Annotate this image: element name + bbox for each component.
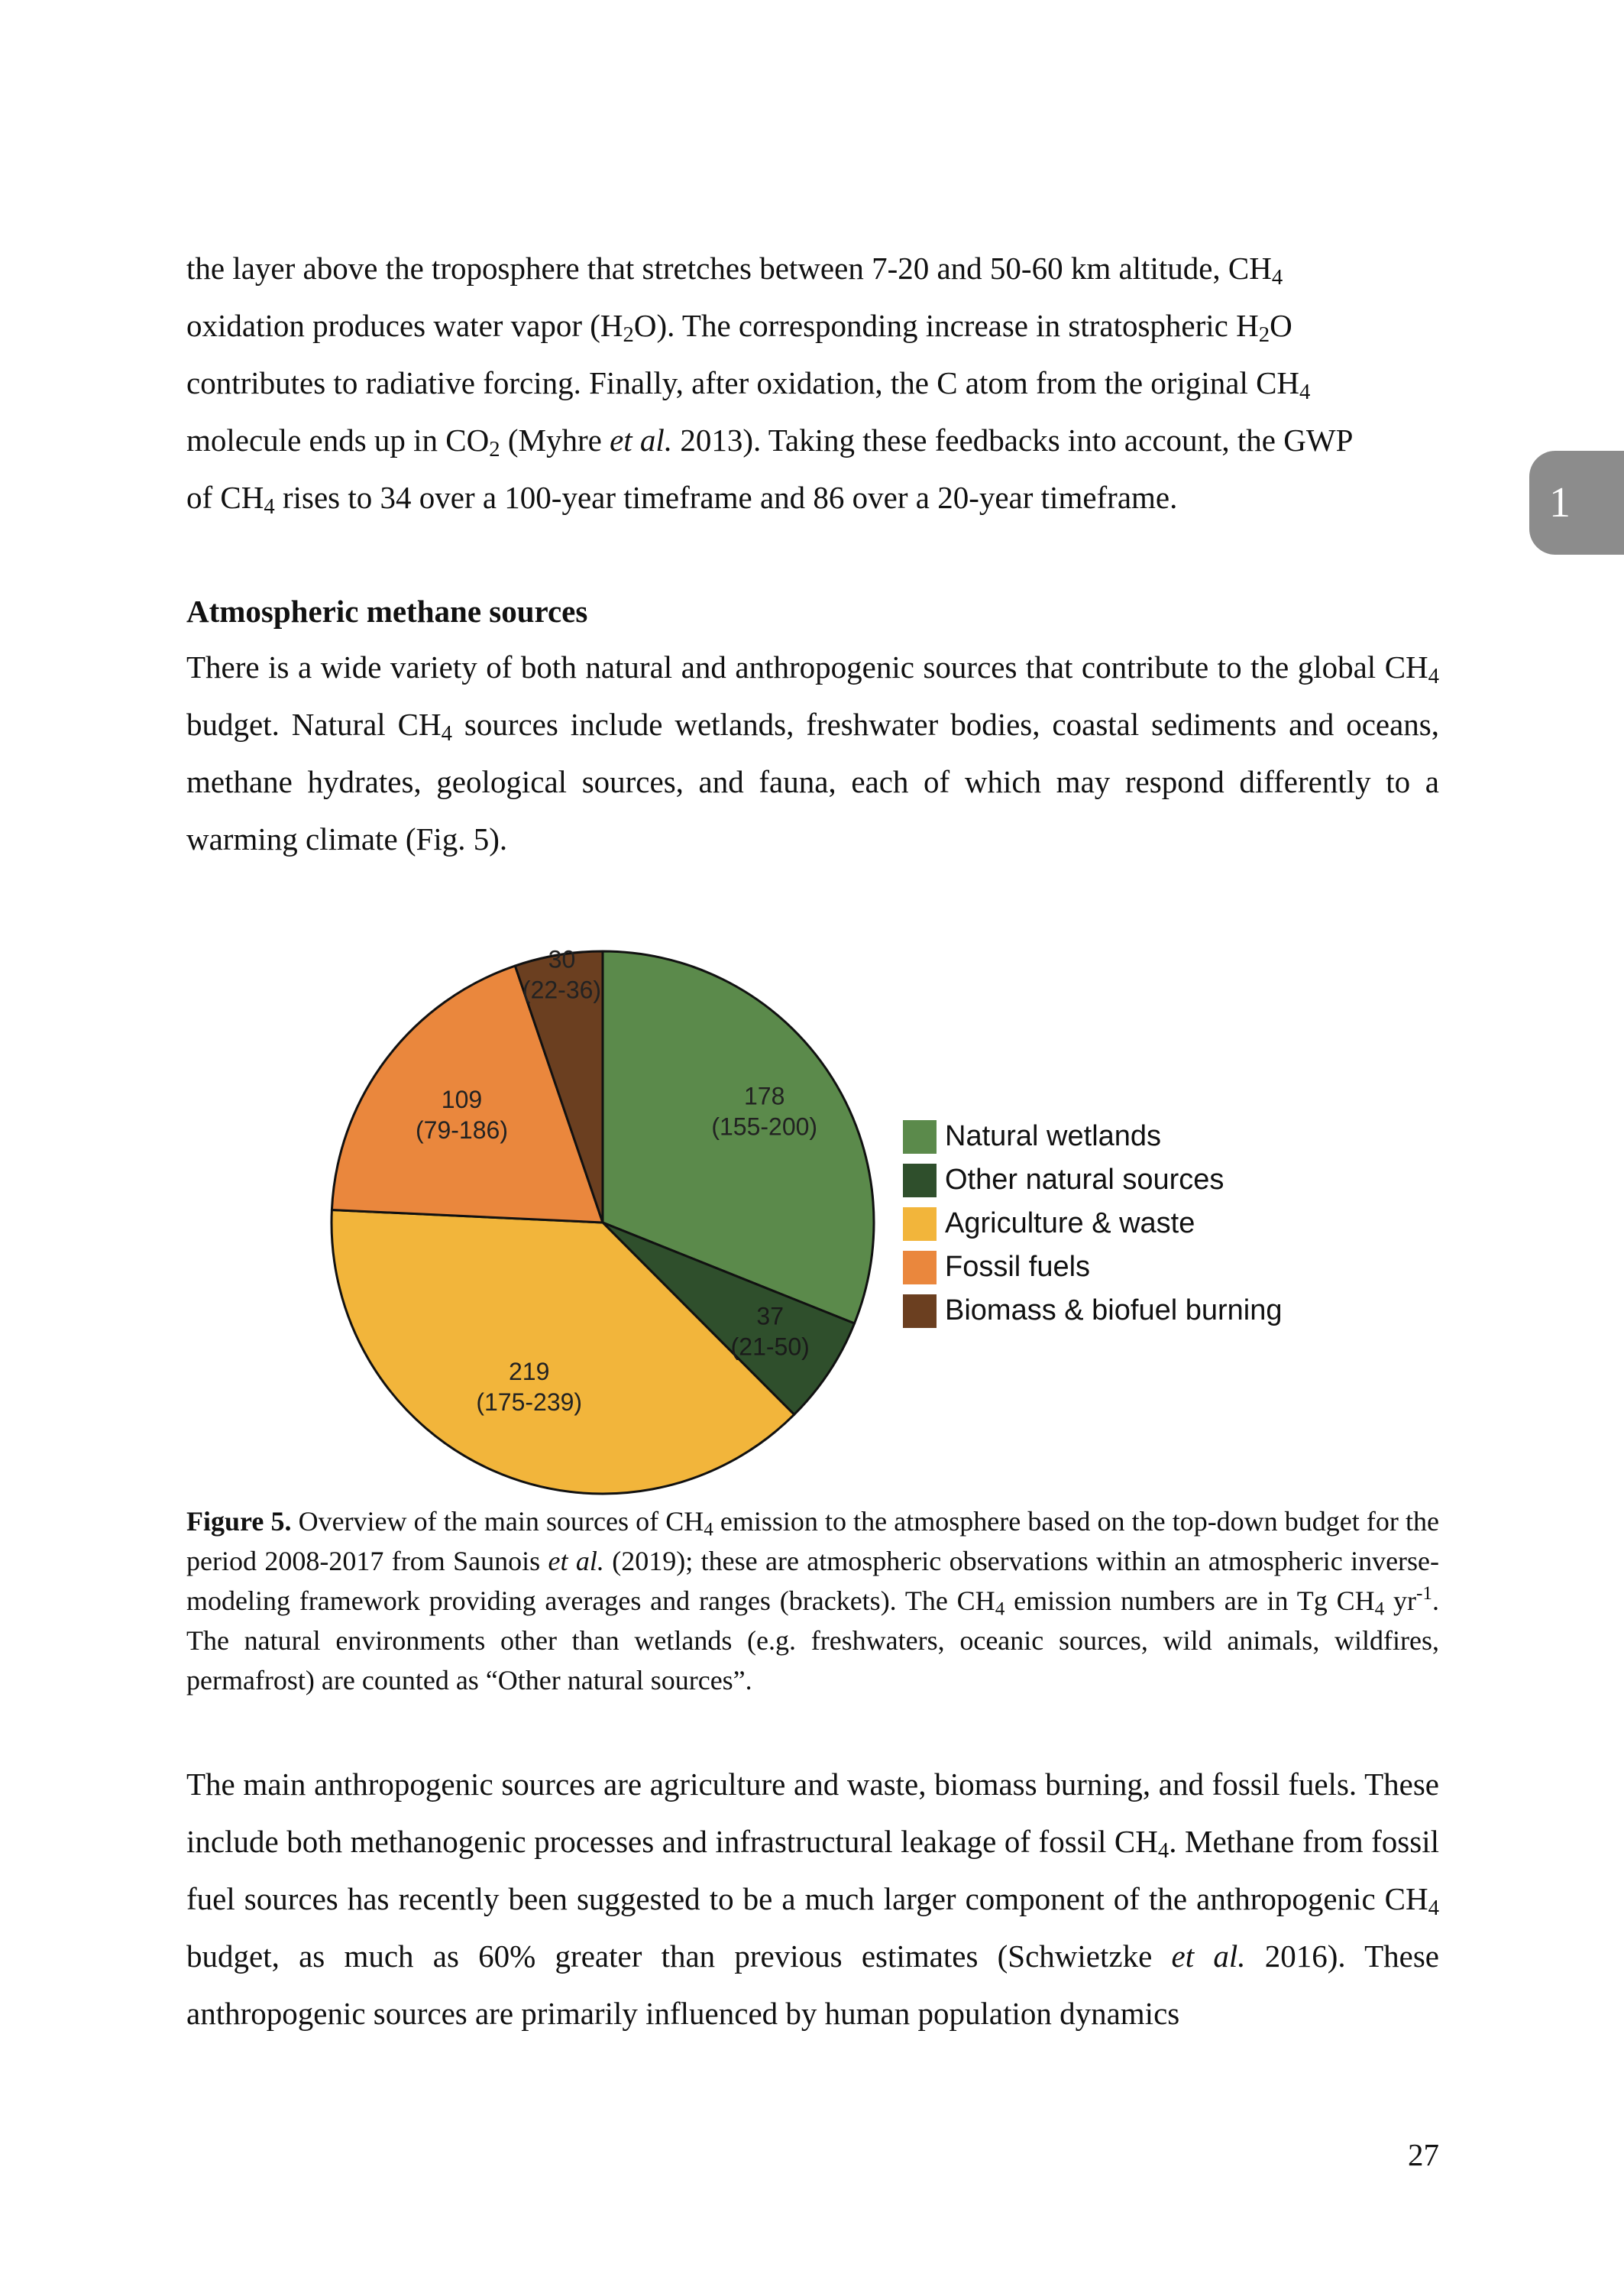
intro-line-3: contributes to radiative forcing. Finally, after oxidation, the C atom from the original $CH_4$	[186, 365, 1311, 405]
pie-range-label-agriculture-and-waste: (175-239)	[476, 1388, 583, 1416]
figure-caption: Figure 5. Overview of the main sources of $CH_4$ emission to the atmosphere based on the top-down budget for the period 2008-2017 from Saunois et al. (2019); these are atmospheric observations within an atmospheric inverse-modeling framework providing averages and ranges (brackets). The $CH_4$ emission numbers are in Tg $CH_4$ $yr^{-1}$. The natural environments other than wetlands (e.g. freshwaters, oceanic sources, wild animals, wildfires, permafrost) are counted as “Other natural sources”.	[186, 1506, 1440, 1695]
legend-swatch-fossil-fuels	[903, 1251, 937, 1284]
figure-label: Figure 5.	[186, 1506, 292, 1537]
pie-value-label-fossil-fuels: 109	[441, 1085, 483, 1113]
intro-line-1: the layer above the troposphere that stretches between 7-20 and 50-60 km altitude, $CH_4$	[186, 251, 1283, 290]
section-heading: Atmospheric methane sources	[186, 594, 588, 629]
intro-line-4: molecule ends up in $CO_2$ (Myhre et al. 2013). Taking these feedbacks into account, the GWP	[186, 423, 1354, 462]
legend-label-biomass-and-biofuel-burning: Biomass & biofuel burning	[945, 1294, 1283, 1327]
pie-range-label-biomass-and-biofuel-burning: (22-36)	[522, 976, 602, 1004]
chapter-tab: 1	[1529, 451, 1624, 555]
pie-value-label-agriculture-and-waste: 219	[509, 1357, 550, 1385]
legend-swatch-natural-wetlands	[903, 1120, 937, 1154]
legend-label-agriculture-and-waste: Agriculture & waste	[945, 1207, 1195, 1240]
pie-value-label-biomass-and-biofuel-burning: 30	[548, 945, 576, 973]
pie-range-label-other-natural-sources: (21-50)	[730, 1333, 810, 1361]
legend-swatch-other-natural-sources	[903, 1164, 937, 1197]
pie-slices	[332, 951, 874, 1494]
pie-range-label-natural-wetlands: (155-200)	[711, 1112, 818, 1141]
sources-paragraph: There is a wide variety of both natural and anthropogenic sources that contribute to the global $CH_4$ budget. Natural $CH_4$ sources include wetlands, freshwater bodies, coastal sediments and oceans, methane hydrates, geological sources, and fauna, each of which may respond differently to a warming climate (Fig. 5).	[186, 649, 1440, 857]
legend-swatch-agriculture-and-waste	[903, 1207, 937, 1241]
pie-value-label-natural-wetlands: 178	[744, 1082, 785, 1110]
legend-swatch-biomass-and-biofuel-burning	[903, 1294, 937, 1328]
legend-label-fossil-fuels: Fossil fuels	[945, 1251, 1091, 1284]
closing-paragraph: The main anthropogenic sources are agriculture and waste, biomass burning, and fossil fuels. These include both methanogenic processes and infrastructural leakage of fossil $CH_4$. Methane from fossil fuel sources has recently been suggested to be a much larger component of the anthropogenic $CH_4$ budget, as much as 60% greater than previous estimates (Schwietzke et al. 2016). These anthropogenic sources are primarily influenced by human population dynamics	[186, 1767, 1440, 2031]
pie-legend	[903, 1120, 1282, 1328]
page-number: 27	[1408, 2137, 1439, 2172]
pie-range-label-fossil-fuels: (79-186)	[416, 1116, 508, 1144]
intro-line-2: oxidation produces water vapor $(H_2O)$. The corresponding increase in stratospheric $H_2O$	[186, 308, 1292, 348]
legend-label-other-natural-sources: Other natural sources	[945, 1164, 1224, 1197]
pie-value-label-other-natural-sources: 37	[756, 1302, 784, 1330]
legend-label-natural-wetlands: Natural wetlands	[945, 1120, 1162, 1153]
intro-line-5: of $CH_4$ rises to 34 over a 100-year timeframe and 86 over a 20-year timeframe.	[186, 480, 1178, 520]
